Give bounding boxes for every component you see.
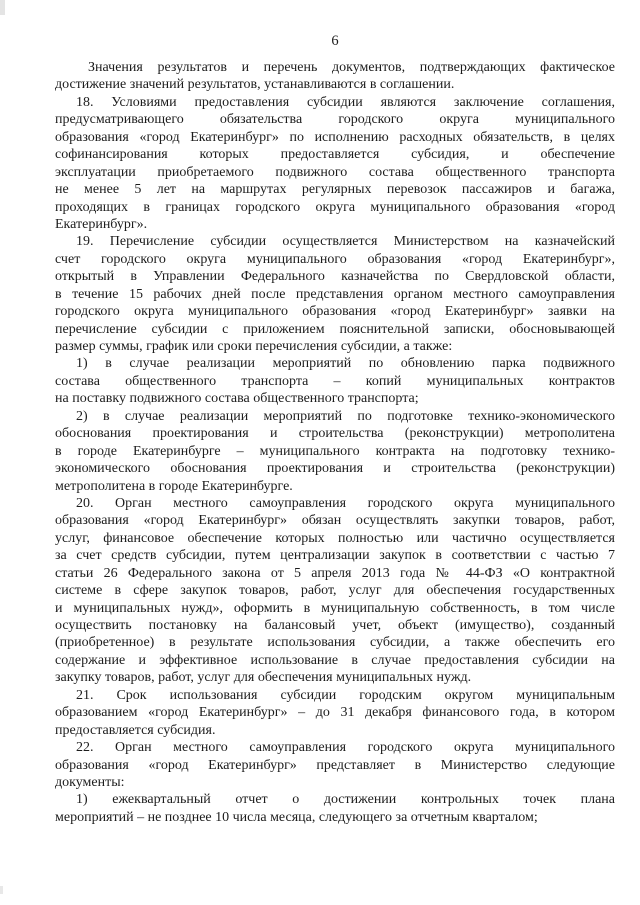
text-line: открытый в Управлении Федерального казначейства по Свердловской области, (55, 269, 615, 285)
paragraph (55, 59, 615, 94)
text-line: в течение 15 рабочих дней после представления органом местного самоуправления (55, 286, 615, 302)
text-line: (приобретенное) в результате использования субсидии, а также обеспечить его (55, 635, 615, 651)
text-line: не менее 5 лет на маршрутах регулярных перевозок пассажиров и багажа, (55, 182, 615, 198)
text-line: услуг, финансовое обеспечение которых полностью или частично осуществляется (55, 530, 615, 546)
text-line: Значения результатов и перечень документов, подтверждающих фактическое (88, 60, 615, 75)
text-line: 22. Орган местного самоуправления городского округа муниципального (76, 740, 615, 756)
text-line: образования «город Екатеринбург» представляет в Министерство следующие (55, 757, 615, 773)
text-line: образованием «город Екатеринбург» – до 31 декабря финансового года, в котором (55, 705, 615, 721)
scan-artifact (0, 0, 5, 15)
text-line: предусматривающего обязательства городского округа муниципального (55, 112, 615, 128)
text-line: счет городского округа муниципального образования «город Екатеринбург», (55, 251, 615, 267)
text-line: Екатеринбург». (55, 216, 148, 232)
paragraph (55, 739, 615, 791)
text-line: образования «город Екатеринбург» обязан осуществлять закупки товаров, работ, (55, 513, 615, 529)
text-line: закупку товаров, работ, услуг для обеспечения муниципальных нужд. (55, 670, 472, 686)
paragraph (55, 687, 615, 739)
text-line: 1) ежеквартальный отчет о достижении контрольных точек плана (76, 792, 615, 808)
text-line: содержание и эффективное использование в случае предоставления субсидии на (55, 652, 615, 668)
paragraph (55, 408, 615, 495)
text-line: 2) в случае реализации мероприятий по подготовке технико-экономического (76, 408, 615, 424)
text-line: за счет средств субсидии, путем централизации закупок в соответствии с частью 7 (55, 548, 615, 564)
text-line: 20. Орган местного самоуправления городского округа муниципального (76, 495, 615, 511)
text-line: состава общественного транспорта – копий муниципальных контрактов (55, 373, 615, 389)
text-line: эксплуатации приобретаемого подвижного состава общественного транспорта (55, 164, 615, 180)
text-line: 19. Перечисление субсидии осуществляется Министерством на казначейский (76, 234, 615, 250)
text-line: городского округа муниципального образования «город Екатеринбург» заявки на (55, 304, 615, 320)
text-line: проходящих в границах городского округа муниципального образования «город (55, 199, 615, 215)
text-line: системе в сфере закупок товаров, работ, услуг для обеспечения государственных (55, 583, 615, 599)
text-line: софинансирования которых предоставляется субсидия, и обеспечение (55, 147, 615, 163)
paragraph (55, 94, 615, 234)
text-line: документы: (55, 774, 125, 790)
text-line: обоснования проектирования и строительства (реконструкции) метрополитена (55, 426, 615, 442)
text-line: статьи 26 Федерального закона от 5 апреля 2013 года № 44-ФЗ «О контрактной (55, 565, 615, 581)
text-line: мероприятий – не позднее 10 числа месяца, следующего за отчетным кварталом; (55, 809, 538, 825)
paragraph (55, 495, 615, 687)
text-line: осуществить постановку на балансовый учет, объект (имущество), созданный (55, 618, 615, 633)
text-line: метрополитена в городе Екатеринбурге. (55, 478, 293, 494)
text-line: 21. Срок использования субсидии городским округом муниципальным (76, 687, 615, 703)
text-line: 1) в случае реализации мероприятий по обновлению парка подвижного (76, 356, 615, 372)
text-line: достижение значений результатов, устанавливаются в соглашении. (55, 77, 455, 93)
paragraph (55, 355, 615, 407)
page-number: 6 (331, 33, 339, 49)
text-line: экономического обоснования проектирования и строительства (реконструкции) (55, 461, 615, 477)
text-line: на поставку подвижного состава общественного транспорта; (55, 391, 419, 407)
paragraph (55, 233, 615, 355)
text-line: и муниципальных нужд», оформить в муниципальную собственность, в том числе (55, 600, 615, 616)
text-line: 18. Условиями предоставления субсидии являются заключение соглашения, (76, 94, 615, 110)
text-line: образования «город Екатеринбург» по исполнению расходных обязательств, в целях (55, 129, 615, 145)
text-line: в городе Екатеринбурге – муниципального контракта на подготовку технико- (55, 443, 615, 459)
text-line: размер суммы, график или сроки перечисления субсидии, а также: (55, 339, 453, 354)
scan-artifact (0, 886, 3, 894)
paragraph (55, 791, 615, 826)
text-line: перечисление субсидии с приложением пояснительной записки, обосновывающей (55, 321, 615, 337)
text-line: предоставляется субсидия. (55, 722, 216, 738)
document-body (55, 59, 615, 826)
